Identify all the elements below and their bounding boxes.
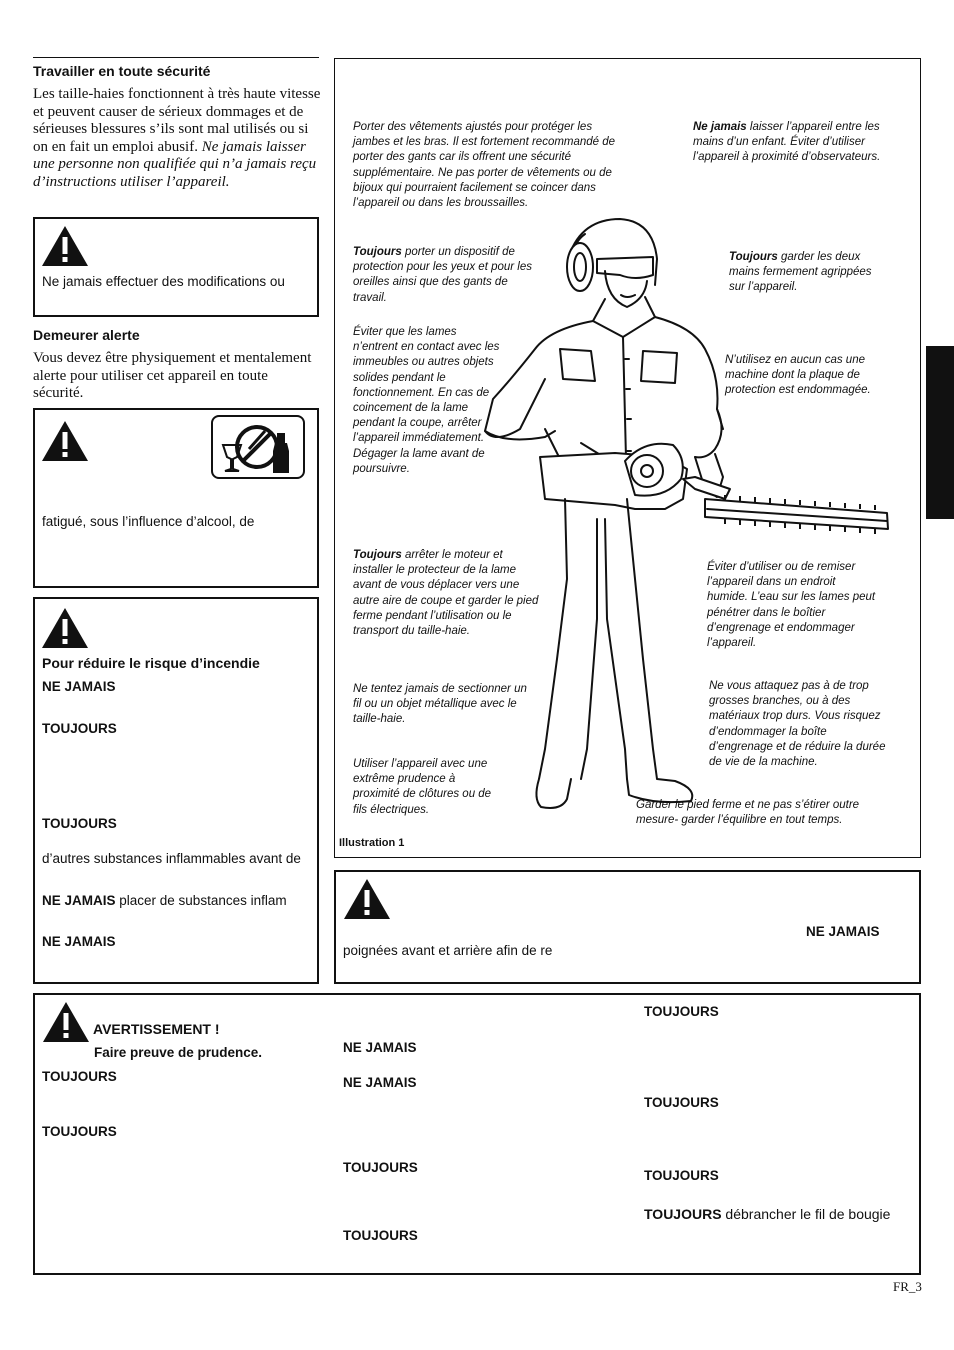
illustration-box <box>334 58 921 858</box>
rule-label: NE JAMAIS <box>806 924 880 939</box>
rule-label: TOUJOURS <box>42 1069 117 1084</box>
illustration-label: Illustration 1 <box>339 837 405 849</box>
warning-box-handles <box>334 870 921 984</box>
caption-children <box>693 120 893 166</box>
caption-both-hands <box>729 250 879 296</box>
warning-triangle-icon <box>343 878 391 920</box>
caption-fences: Utiliser l’appareil avec une extrême prudence à proximité de clôtures ou de fils électriques. <box>353 758 492 816</box>
caption-stop-engine <box>353 548 545 639</box>
warning-text: fatigué, sous l’influence d’alcool, de <box>42 514 255 529</box>
rule-label: NE JAMAIS <box>42 893 116 908</box>
caption-guard-plate: N’utilisez en aucun cas une machine dont la plaque de protection est endommagée. <box>725 354 871 397</box>
rule-label: TOUJOURS <box>644 1004 719 1019</box>
warning-box-alcohol <box>33 408 319 588</box>
warning-triangle-icon <box>41 225 89 267</box>
warning-triangle-icon <box>42 1001 90 1043</box>
no-alcohol-icon <box>211 415 305 479</box>
caption-humidity: Éviter d’utiliser ou de remiser l’appareil dans un endroit humide. L’eau sur les lames peut pénétrer dans le boîtier d’engrenage et endommager l’appareil. <box>707 561 876 650</box>
caption-protection <box>353 245 533 306</box>
caption-rest: garder les deux mains fermement agrippées sur l’appareil. <box>729 251 872 294</box>
avertissement-heading: AVERTISSEMENT ! <box>93 1021 220 1037</box>
rule-label: NE JAMAIS <box>343 1040 417 1055</box>
rule-rest: placer de substances inflam <box>115 893 287 908</box>
prudence-text: Faire preuve de prudence. <box>94 1045 263 1060</box>
rule-text <box>644 1206 890 1222</box>
caption-bold: Toujours <box>353 549 402 561</box>
fire-heading: Pour réduire le risque d’incendie <box>42 655 260 671</box>
caption-bold: Toujours <box>729 251 778 263</box>
caption-bold: Ne jamais <box>693 121 747 133</box>
rule-label: TOUJOURS <box>644 1206 722 1222</box>
rule-text <box>42 893 287 908</box>
page-number: FR_3 <box>893 1279 922 1294</box>
rule-label: TOUJOURS <box>343 1228 418 1243</box>
warning-triangle-icon <box>41 420 89 462</box>
section-paragraph-safety <box>33 86 321 191</box>
warning-box-general <box>33 993 921 1275</box>
para-italic: Ne jamais laisser une personne non qualifiée qui n’a jamais reçu d’instructions utiliser l’appareil. <box>33 138 317 190</box>
side-tab <box>926 346 954 519</box>
section-title-safety: Travailler en toute sécurité <box>33 63 211 79</box>
rule-label: TOUJOURS <box>343 1160 418 1175</box>
caption-bold: Toujours <box>353 246 402 258</box>
rule-label: NE JAMAIS <box>42 934 116 949</box>
warning-triangle-icon <box>41 607 89 649</box>
warning-box-modifications <box>33 217 319 317</box>
top-rule <box>33 57 319 58</box>
caption-rest: porter un dispositif de protection pour les yeux et pour les oreilles ainsi que des gants de travail. <box>353 246 532 304</box>
caption-footing: Garder le pied ferme et ne pas s’étirer outre mesure- garder l’équilibre en tout temps. <box>636 799 860 827</box>
rule-label: NE JAMAIS <box>42 679 116 694</box>
caption-branches: Ne vous attaquez pas à de trop grosses branches, ou à des matériaux trop durs. Vous risquez d’endommager la boîte d’engrenage et de réduire la durée de vie de la machine. <box>709 680 886 769</box>
caption-rest: arrêter le moteur et installer le protecteur de la lame avant de vous déplacer vers une autre aire de coupe et garder le pied ferme pendant l’utilisation ou le transport du taille-haie. <box>353 549 539 638</box>
rule-label: TOUJOURS <box>644 1168 719 1183</box>
rule-text: d’autres substances inflammables avant de <box>42 851 301 866</box>
rule-label: TOUJOURS <box>42 721 117 736</box>
rule-label: TOUJOURS <box>42 1124 117 1139</box>
warning-text: poignées avant et arrière afin de re <box>343 943 553 958</box>
caption-clothing: Porter des vêtements ajustés pour protéger les jambes et les bras. Il est fortement recommandé de porter des gants car ils offrent une sécurité supplémentaire. Ne pas porter de vêtements ou de bijoux qui pourraient facilement se coincer dans l’appareil ou dans les broussailles. <box>353 121 616 210</box>
rule-rest: débrancher le fil de bougie <box>721 1206 891 1222</box>
caption-wire-metal: Ne tentez jamais de sectionner un fil ou un objet métallique avec le taille-haie. <box>353 683 527 726</box>
warning-box-fire <box>33 597 319 984</box>
para-normal: Les taille-haies fonctionnent à très haute vitesse et peuvent causer de sérieux dommages et de sérieuses blessures s’ils sont mal utilisés ou si on en fait un emploi abusif. <box>33 86 321 155</box>
section-title-alert: Demeurer alerte <box>33 327 140 343</box>
section-paragraph-alert: Vous devez être physiquement et mentalement alerte pour utiliser cet appareil en toute sécurité. <box>33 350 312 401</box>
rule-label: NE JAMAIS <box>343 1075 417 1090</box>
warning-text: Ne jamais effectuer des modifications ou <box>42 274 285 289</box>
rule-label: TOUJOURS <box>42 816 117 831</box>
caption-rest: laisser l’appareil entre les mains d’un enfant. Éviter d’utiliser l’appareil à proximité d’observateurs. <box>693 121 881 164</box>
rule-label: TOUJOURS <box>644 1095 719 1110</box>
caption-blades-contact: Éviter que les lames n’entrent en contact avec les immeubles ou autres objets solides pendant le fonctionnement. En cas de coincement de la lame pendant la coupe, arrêter l’appareil immédiatement. Dégager la lame avant de poursuivre. <box>353 326 500 475</box>
